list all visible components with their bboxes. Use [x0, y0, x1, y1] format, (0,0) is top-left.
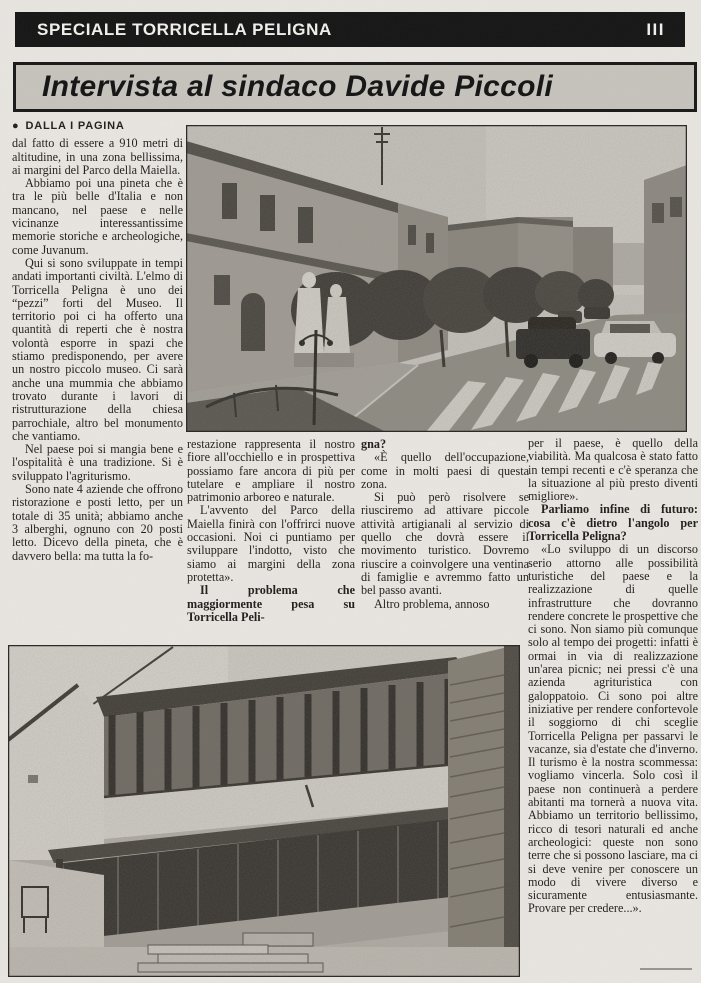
kicker-label: DALLA I PAGINA — [25, 120, 125, 132]
paragraph: Si può però risolvere se riusciremo ad attivare piccole attività artigianali al servizio di quello che dovrà essere il movimento turistico. Dovremo riuscire a coinvolgere una ventina di famiglie e avremmo fatto un bel passo avanti. — [361, 490, 529, 598]
question-paragraph: gna? — [361, 438, 387, 451]
question-paragraph: Il problema che maggiormente pesa su Torricella Peli- — [187, 583, 355, 624]
street-scene-photo — [186, 125, 687, 432]
section-banner — [15, 12, 685, 47]
paragraph: Sono nate 4 aziende che offrono ristorazione e posti letto, per un totale di 35 unità; abbiamo anche 3 alberghi, ognuno con 20 posti letto. Dicevo della pineta, che è davvero bella: ma tutta la fo- — [12, 482, 183, 563]
paragraph: «Lo sviluppo di un discorso serio attorno alle possibilità turistiche del paese e la realizzazione di quelle infrastrutture che dovranno rendere concrete le prospettive che ci sono. Non siamo più comunque solo al tempo dei progetti: infatti è ormai in via di realizzazione un'area picnic; nei pressi c'è una azienda agrituristica con galoppatoio. Ci sono poi altre iniziative per rendere confortevole il soggiorno di chi sceglie Torricella Peligna per passarvi le vacanze, sia d'estate che d'inverno. Il turismo è la nostra scommessa: vogliamo vincerla. Solo così il paese non continuerà a perdere abitanti ma tornerà a nuova vita. Abbiamo un territorio bellissimo, ricco di tesori naturali ed anche archeologici: queste non sono terre che si possono lasciare, ma ci si deve venire per conoscere un modo di vivere diverso e sicuramente entusiasmante. Provare per credere...». — [528, 542, 698, 916]
paragraph: «È quello dell'occupazione, come in molti paesi di questa zona. — [361, 450, 529, 491]
kicker — [12, 120, 183, 133]
article-column-1 — [12, 120, 183, 628]
paragraph: Nel paese poi si mangia bene e l'ospitalità è una tradizione. Si è sviluppato l'agriturismo. — [12, 442, 183, 483]
article-column-4 — [528, 437, 698, 979]
article-column-2 — [187, 438, 355, 629]
paragraph: L'avvento del Parco della Maiella finirà con l'offrirci nuove occasioni. Noi ci puntiamo per sviluppare l'indotto, visto che siamo ai margini della zona protetta». — [187, 503, 355, 584]
page-number: III — [646, 19, 665, 39]
question-paragraph: Parliamo infine di futuro: cosa c'è dietro l'angolo per Torricella Peligna? — [528, 502, 698, 544]
paragraph: per il paese, è quello della viabilità. Ma qualcosa è stato fatto in tempi recenti e c'è speranza che la situazione al più presto diventi migliore». — [528, 437, 698, 504]
headline-box — [13, 62, 697, 112]
building-photo — [8, 645, 520, 977]
paragraph: dal fatto di essere a 910 metri di altitudine, in una zona bellissima, ai margini del Parco della Maiella. — [12, 136, 183, 177]
article-end-mark — [640, 968, 692, 970]
article-column-3 — [361, 438, 529, 629]
bullet-icon: ● — [12, 120, 20, 133]
paragraph: Abbiamo poi una pineta che è tra le più belle d'Italia e non mancano, nel paese e nelle vicinanze interessantissime memorie storiche e archeologiche, come Juvanum. — [12, 176, 183, 257]
paragraph: Altro problema, annoso — [374, 596, 490, 611]
headline: Intervista al sindaco Davide Piccoli — [42, 70, 553, 103]
paragraph: restazione rappresenta il nostro fiore all'occhiello e in prospettiva possiamo fare ancora di più per tutelare e ampliare il nostro patrimonio arboreo e naturale. — [187, 438, 355, 505]
paragraph: Qui si sono sviluppate in tempi andati importanti civiltà. L'elmo di Torricella Peligna è uno dei “pezzi” forti del Museo. Il territorio poi ci ha offerto una quantità di reperti che è nostra volontà esporre in spazi che stiamo predisponendo, per avere un nostro piccolo museo. Ci sarà anche una mummia che abbiamo trovato durante i lavori di ristrutturazione della chiesa parrochiale, altro bel monumento che vantiamo. — [12, 255, 183, 443]
section-title: SPECIALE TORRICELLA PELIGNA — [37, 19, 332, 39]
